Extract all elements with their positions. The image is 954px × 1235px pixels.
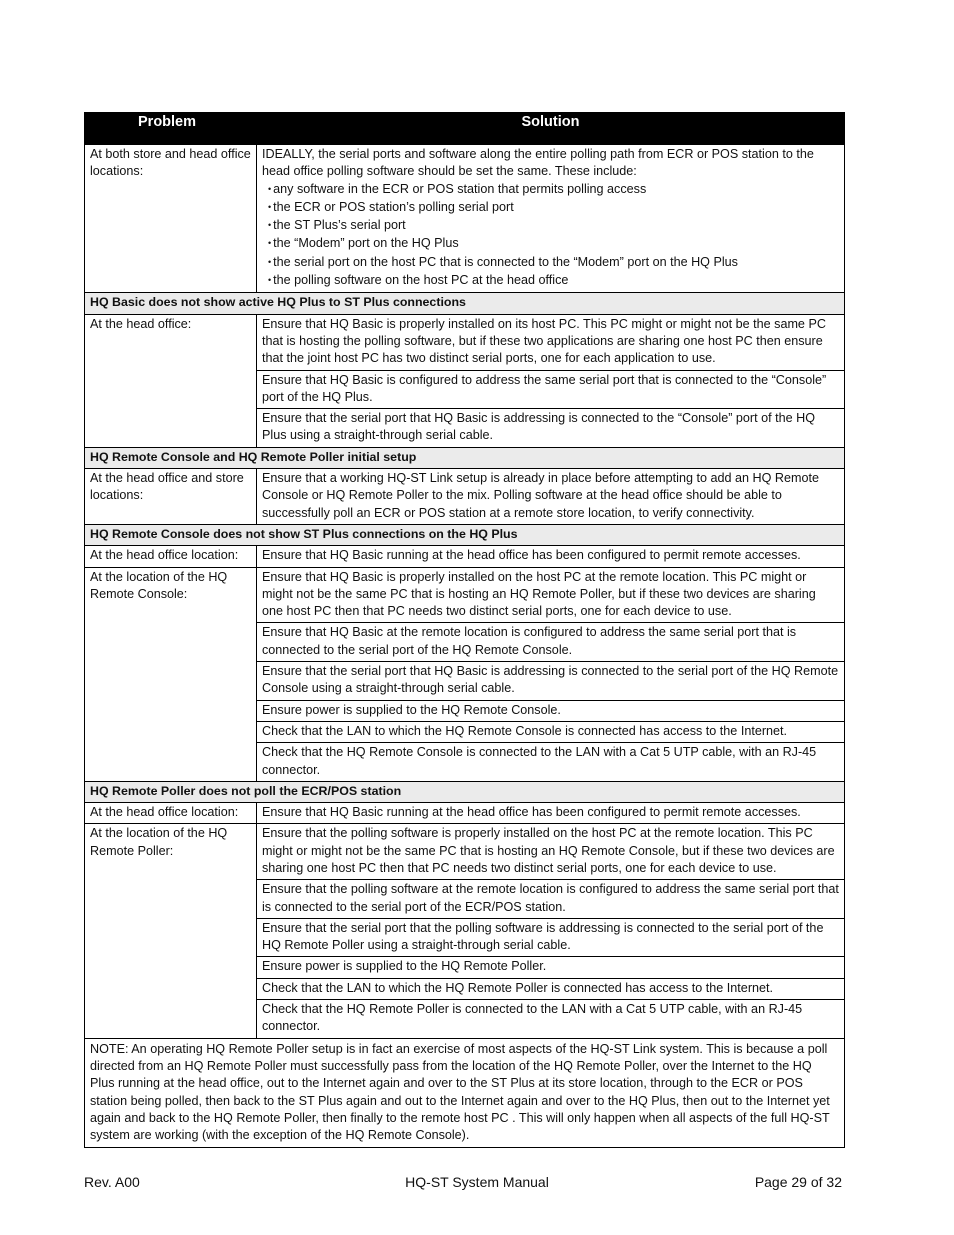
section-title: HQ Remote Console and HQ Remote Poller initial setup bbox=[85, 447, 845, 468]
solution-cell: Ensure that HQ Basic is properly installed on its host PC. This PC might or might not be the same PC that is hosting the polling software, but if these two applications are sharing one host PC then ensure that the joint host PC has two distinct serial ports, one for each application to use. bbox=[257, 314, 845, 370]
solution-cell: Ensure that HQ Basic is configured to address the same serial port that is connected to the “Console” port of the HQ Plus. bbox=[257, 370, 845, 409]
troubleshooting-table bbox=[84, 112, 845, 1148]
bullet-item: • the serial port on the host PC that is connected to the “Modem” port on the HQ Plus bbox=[268, 254, 839, 272]
bullet-item: • the ST Plus’s serial port bbox=[268, 217, 839, 235]
solution-cell: Ensure that HQ Basic at the remote location is configured to address the same serial port that is connected to the serial port of the HQ Remote Console. bbox=[257, 623, 845, 662]
solution-text: IDEALLY, the serial ports and software along the entire polling path from ECR or POS station to the head office polling software should be set the same. These include: bbox=[262, 147, 814, 179]
problem-cell: At the head office: bbox=[85, 314, 257, 447]
table-row bbox=[85, 567, 845, 623]
solution-cell: Ensure that the polling software at the remote location is configured to address the same serial port that is connected to the serial port of the ECR/POS station. bbox=[257, 880, 845, 919]
solution-cell: Check that the HQ Remote Poller is connected to the LAN with a Cat 5 UTP cable, with an RJ-45 connector. bbox=[257, 1000, 845, 1039]
solution-cell: Check that the HQ Remote Console is connected to the LAN with a Cat 5 UTP cable, with an RJ-45 connector. bbox=[257, 743, 845, 782]
table-header-row bbox=[85, 113, 845, 145]
bullet-item: • the “Modem” port on the HQ Plus bbox=[268, 235, 839, 253]
section-title: HQ Remote Console does not show ST Plus connections on the HQ Plus bbox=[85, 524, 845, 545]
problem-cell: At the head office and store locations: bbox=[85, 469, 257, 525]
section-title: HQ Basic does not show active HQ Plus to ST Plus connections bbox=[85, 293, 845, 314]
problem-column-header: Problem bbox=[85, 113, 257, 145]
section-title: HQ Remote Poller does not poll the ECR/POS station bbox=[85, 781, 845, 802]
manual-title: HQ-ST System Manual bbox=[405, 1174, 549, 1190]
solution-cell bbox=[257, 145, 845, 293]
section-row bbox=[85, 524, 845, 545]
table-row bbox=[85, 546, 845, 567]
solution-cell: Ensure that a working HQ-ST Link setup is already in place before attempting to add an HQ Remote Console or HQ Remote Poller to the mix. Polling software at the head office should be able to successfully poll an ECR or POS station at a remote store location, to verify connectivity. bbox=[257, 469, 845, 525]
solution-cell: Ensure that HQ Basic is properly installed on the host PC at the remote location. This PC might or might not be the same PC that is hosting an HQ Remote Poller, but if these two devices are sharing one host PC then that PC needs two distinct serial ports, one for each device to use. bbox=[257, 567, 845, 623]
table-row bbox=[85, 314, 845, 370]
section-row bbox=[85, 447, 845, 468]
bullet-item: • the polling software on the host PC at the head office bbox=[268, 272, 839, 290]
table-row bbox=[85, 824, 845, 880]
solution-cell: Ensure that HQ Basic running at the head office has been configured to permit remote accesses. bbox=[257, 803, 845, 824]
problem-cell: At the location of the HQ Remote Poller: bbox=[85, 824, 257, 1038]
solution-cell: Ensure power is supplied to the HQ Remote Poller. bbox=[257, 957, 845, 978]
solution-column-header: Solution bbox=[257, 113, 845, 145]
note-cell: NOTE: An operating HQ Remote Poller setup is in fact an exercise of most aspects of the HQ-ST Link system. This is because a poll directed from an HQ Remote Poller must successfully pass from the location of the HQ Remote Poller, over the Internet to the HQ Plus running at the head office, out to the Internet again and over to the ST Plus at its store location, through to the ECR or POS station being polled, then back to the ST Plus again and out to the Internet again and over to the HQ Plus, then out to the Internet yet again and back to the HQ Remote Poller, then finally to the remote host PC . This will only happen when all aspects of the full HQ-ST system are working (with the exception of the HQ Remote Console). bbox=[85, 1038, 845, 1148]
solution-cell: Ensure that the serial port that the polling software is addressing is connected to the serial port of the HQ Remote Poller using a straight-through serial cable. bbox=[257, 918, 845, 957]
problem-cell: At the location of the HQ Remote Console: bbox=[85, 567, 257, 781]
section-row bbox=[85, 293, 845, 314]
solution-cell: Ensure that HQ Basic running at the head office has been configured to permit remote accesses. bbox=[257, 546, 845, 567]
table-body bbox=[85, 145, 845, 1148]
problem-cell: At the head office location: bbox=[85, 546, 257, 567]
note-row bbox=[85, 1038, 845, 1148]
solution-cell: Ensure that the serial port that HQ Basic is addressing is connected to the “Console” port of the HQ Plus using a straight-through serial cable. bbox=[257, 409, 845, 448]
bullet-item: • the ECR or POS station’s polling serial port bbox=[268, 199, 839, 217]
solution-cell: Check that the LAN to which the HQ Remote Console is connected has access to the Internet. bbox=[257, 721, 845, 742]
section-row bbox=[85, 781, 845, 802]
page-number: Page 29 of 32 bbox=[754, 1174, 842, 1190]
table-row bbox=[85, 469, 845, 525]
bullet-item: • any software in the ECR or POS station that permits polling access bbox=[268, 181, 839, 199]
solution-cell: Ensure that the serial port that HQ Basic is addressing is connected to the serial port of the HQ Remote Console using a straight-through serial cable. bbox=[257, 662, 845, 701]
revision-label: Rev. A00 bbox=[84, 1174, 140, 1190]
problem-cell: At the head office location: bbox=[85, 803, 257, 824]
solution-cell: Check that the LAN to which the HQ Remote Poller is connected has access to the Internet. bbox=[257, 978, 845, 999]
table-row bbox=[85, 145, 845, 293]
table-row bbox=[85, 803, 845, 824]
bullet-list bbox=[262, 181, 839, 291]
solution-cell: Ensure power is supplied to the HQ Remote Console. bbox=[257, 700, 845, 721]
solution-cell: Ensure that the polling software is properly installed on the host PC at the remote location. This PC might or might not be the same PC that is hosting an HQ Remote Console, but if these two devices are sharing one host PC then that PC needs two distinct serial ports, one for each device to use. bbox=[257, 824, 845, 880]
problem-cell: At both store and head office locations: bbox=[85, 145, 257, 293]
